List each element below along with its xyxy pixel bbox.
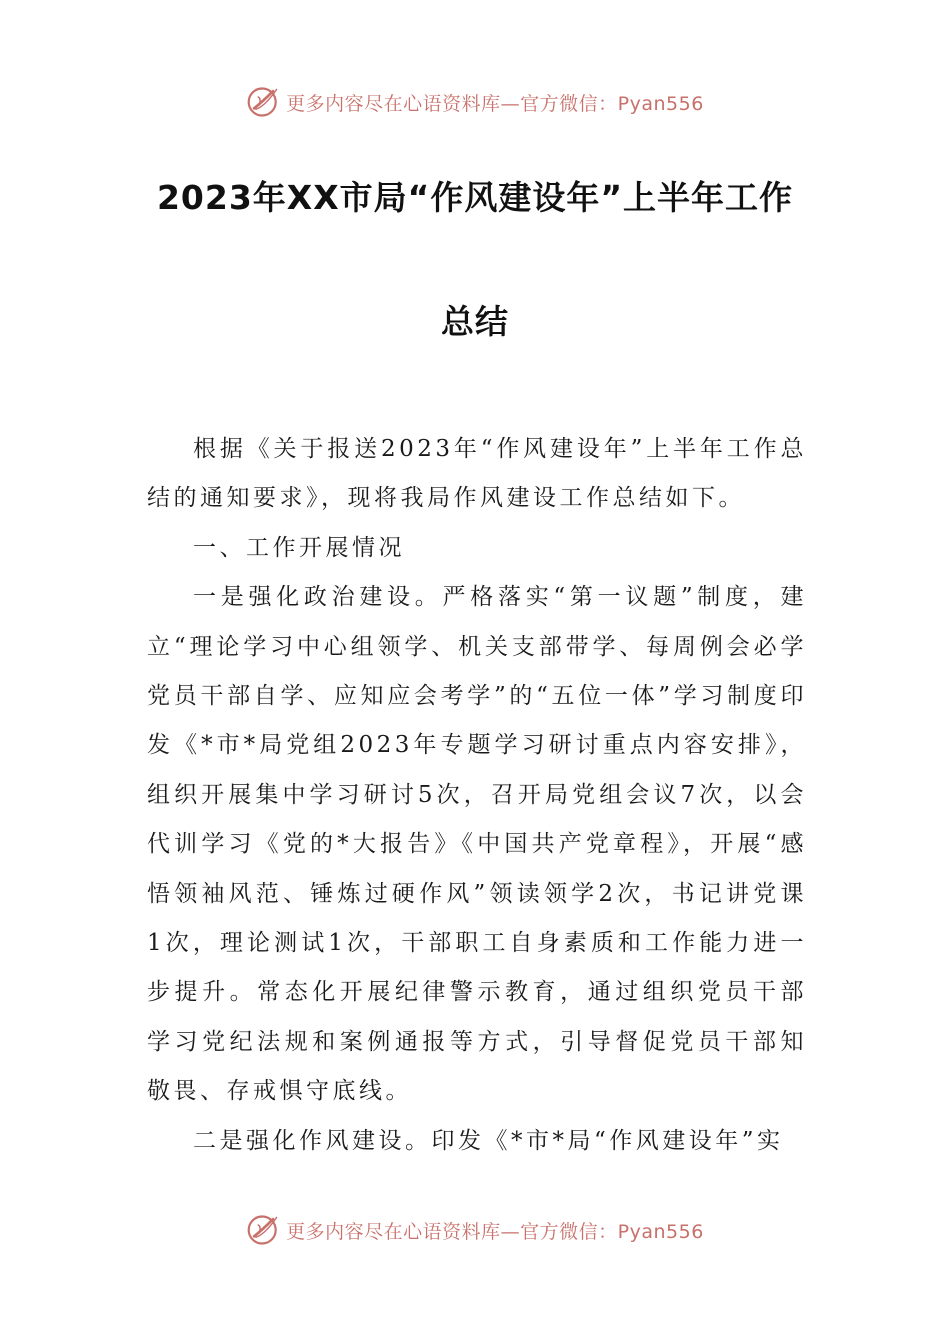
banner-label: 更多内容尽在心语资料库—官方微信：: [286, 1220, 618, 1243]
document-title-line2: 总结: [441, 302, 509, 341]
paragraph-political: 一是强化政治建设。严格落实“第一议题”制度，建立“理论学习中心组领学、机关支部带学、每周例会必学党员干部自学、应知应会考学”的“五位一体”学习制度印发《*市*局党组2023年专题学习研讨重点内容安排》，组织开展集中学习研讨5次，召开局党组会议7次，以会代训学习《党的*大报告》《中国共产党章程》，开展“感悟领袖风范、锤炼过硬作风”领读领学2次，书记讲党课1次，理论测试1次，干部职工自身素质和工作能力进一步提升。常态化开展纪律警示教育，通过组织党员干部学习党纪法规和案例通报等方式，引导督促党员干部知敬畏、存戒惧守底线。: [147, 584, 807, 1105]
pen-logo-icon: [246, 1212, 282, 1248]
document-title-line1: 2023年XX市局“作风建设年”上半年工作: [156, 178, 794, 217]
pen-logo-icon: [246, 84, 282, 120]
document-body: [147, 425, 807, 1166]
banner-text: [286, 89, 704, 116]
footer-banner: [0, 1210, 950, 1250]
paragraph-intro: 根据《关于报送2023年“作风建设年”上半年工作总结的通知要求》，现将我局作风建设工作总结如下。: [147, 436, 807, 512]
paragraph-style: 二是强化作风建设。印发《*市*局“作风建设年”实: [193, 1127, 784, 1154]
banner-wechat: Pyan556: [617, 1220, 704, 1243]
banner-wechat: Pyan556: [617, 92, 704, 115]
header-banner: [0, 82, 950, 122]
banner-text: [286, 1217, 704, 1244]
section-heading: 一、工作开展情况: [193, 534, 405, 561]
banner-label: 更多内容尽在心语资料库—官方微信：: [286, 92, 618, 115]
